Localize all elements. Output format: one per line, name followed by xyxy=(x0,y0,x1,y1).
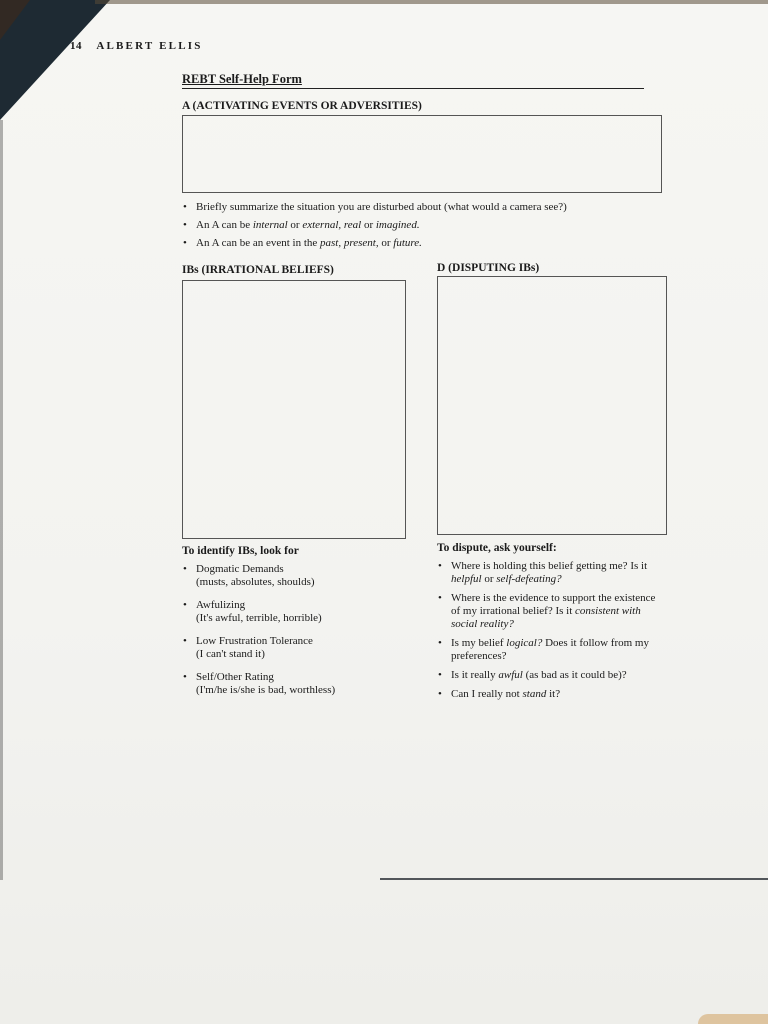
page-left-edge xyxy=(0,120,3,880)
identify-ib-heading: To identify IBs, look for xyxy=(182,545,299,557)
section-ib-heading: IBs (IRRATIONAL BELIEFS) xyxy=(182,264,334,276)
list-item: • Dogmatic Demands (musts, absolutes, shoulds) xyxy=(182,563,402,589)
section-d-heading: D (DISPUTING IBs) xyxy=(437,262,540,274)
d-list xyxy=(437,560,657,707)
page-bottom-edge xyxy=(380,878,768,880)
list-item: • Is my belief logical? Does it follow from my preferences? xyxy=(437,637,657,663)
section-a-write-box[interactable] xyxy=(182,115,662,193)
ib-list xyxy=(182,563,402,703)
list-item: • Awfulizing (It's awful, terrible, horrible) xyxy=(182,599,402,625)
running-header xyxy=(70,40,203,52)
list-item: • An A can be internal or external, real or imagined. xyxy=(182,216,632,234)
list-item: • Self/Other Rating (I'm/he is/she is bad, worthless) xyxy=(182,671,402,697)
list-item: • Is it really awful (as bad as it could be)? xyxy=(437,669,657,682)
page-top-edge xyxy=(95,0,768,4)
list-item: • Where is holding this belief getting me? Is it helpful or self-defeating? xyxy=(437,560,657,586)
section-a-heading: A (ACTIVATING EVENTS OR ADVERSITIES) xyxy=(182,100,422,112)
list-item: • Briefly summarize the situation you are disturbed about (what would a camera see?) xyxy=(182,198,632,216)
section-a-tips xyxy=(182,198,632,252)
list-item: • Where is the evidence to support the existence of my irrational belief? Is it consistent with social reality? xyxy=(437,592,657,631)
page-number: 14 xyxy=(70,40,82,52)
list-item: • An A can be an event in the past, present, or future. xyxy=(182,234,632,252)
form-title: REBT Self-Help Form xyxy=(182,72,644,89)
ib-write-box[interactable] xyxy=(182,280,406,539)
list-item: • Can I really not stand it? xyxy=(437,688,657,701)
dispute-heading: To dispute, ask yourself: xyxy=(437,542,557,554)
page-corner-edge xyxy=(0,0,30,40)
table-corner xyxy=(698,1014,768,1024)
d-write-box[interactable] xyxy=(437,276,667,535)
author-name: ALBERT ELLIS xyxy=(96,40,203,52)
list-item: • Low Frustration Tolerance (I can't stand it) xyxy=(182,635,402,661)
